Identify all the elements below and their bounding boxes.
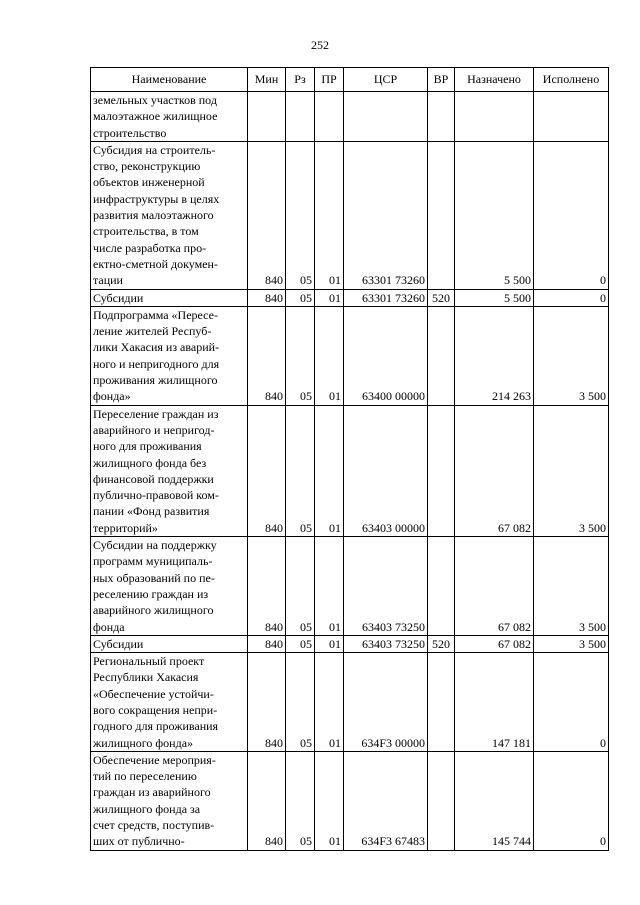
row-csr: 63301 73260 (344, 289, 428, 306)
table-row (91, 306, 609, 405)
row-rz: 05 (286, 405, 315, 536)
row-assigned: 147 181 (455, 653, 534, 752)
row-rz: 05 (286, 635, 315, 652)
row-name: Региональный проект Республики Хакасия «Обеспечение устойчи- вого сокращения непри- годного для проживания жилищного фонда» (91, 653, 248, 752)
row-name: Субсидия на строитель- ство, реконструкцию объектов инженерной инфраструктуры в целях развития малоэтажного строительства, в том числе разработка про- ектно-сметной докумен- тации (91, 141, 248, 289)
row-vr (428, 141, 455, 289)
row-vr (428, 405, 455, 536)
row-pr: 01 (315, 141, 344, 289)
row-assigned: 67 082 (455, 537, 534, 636)
table-row (91, 751, 609, 850)
table-header-row (91, 68, 609, 92)
row-csr: 63403 00000 (344, 405, 428, 536)
row-assigned: 67 082 (455, 635, 534, 652)
budget-table (90, 67, 609, 851)
row-csr (344, 92, 428, 142)
row-min: 840 (248, 405, 286, 536)
row-assigned: 145 744 (455, 751, 534, 850)
row-rz (286, 92, 315, 142)
row-min: 840 (248, 306, 286, 405)
row-pr: 01 (315, 653, 344, 752)
row-assigned: 214 263 (455, 306, 534, 405)
row-csr: 634F3 67483 (344, 751, 428, 850)
row-name: земельных участков под малоэтажное жилищное строительство (91, 92, 248, 142)
row-pr: 01 (315, 751, 344, 850)
row-assigned: 5 500 (455, 289, 534, 306)
row-pr (315, 92, 344, 142)
row-pr: 01 (315, 289, 344, 306)
table-row (91, 537, 609, 636)
row-vr (428, 537, 455, 636)
header-executed: Исполнено (534, 68, 609, 92)
row-vr (428, 92, 455, 142)
row-pr: 01 (315, 306, 344, 405)
row-min: 840 (248, 141, 286, 289)
row-csr: 63403 73250 (344, 635, 428, 652)
row-name: Переселение граждан из аварийного и непригод- ного для проживания жилищного фонда без финансовой поддержки публично-правовой ком- пании «Фонд развития территорий» (91, 405, 248, 536)
row-pr: 01 (315, 635, 344, 652)
page-number: 252 (311, 38, 329, 52)
header-pr: ПР (315, 68, 344, 92)
row-pr: 01 (315, 537, 344, 636)
row-executed: 3 500 (534, 537, 609, 636)
row-executed: 0 (534, 751, 609, 850)
table-row (91, 405, 609, 536)
row-rz: 05 (286, 306, 315, 405)
row-executed: 0 (534, 141, 609, 289)
row-min (248, 92, 286, 142)
row-executed: 0 (534, 653, 609, 752)
row-vr: 520 (428, 635, 455, 652)
row-assigned: 67 082 (455, 405, 534, 536)
row-executed: 3 500 (534, 635, 609, 652)
row-rz: 05 (286, 653, 315, 752)
header-rz: Рз (286, 68, 315, 92)
header-csr: ЦСР (344, 68, 428, 92)
row-rz: 05 (286, 751, 315, 850)
row-name: Субсидии (91, 289, 248, 306)
row-min: 840 (248, 289, 286, 306)
table-row (91, 92, 609, 142)
table-row (91, 653, 609, 752)
row-pr: 01 (315, 405, 344, 536)
row-vr (428, 653, 455, 752)
row-name: Подпрограмма «Пересе- ление жителей Респуб- лики Хакасия из аварий- ного и непригодного для проживания жилищного фонда» (91, 306, 248, 405)
row-min: 840 (248, 537, 286, 636)
row-executed: 3 500 (534, 306, 609, 405)
row-rz: 05 (286, 289, 315, 306)
row-executed: 0 (534, 289, 609, 306)
row-rz: 05 (286, 141, 315, 289)
header-min: Мин (248, 68, 286, 92)
header-name: Наименование (91, 68, 248, 92)
header-assigned: Назначено (455, 68, 534, 92)
header-vr: ВР (428, 68, 455, 92)
row-csr: 634F3 00000 (344, 653, 428, 752)
row-vr: 520 (428, 289, 455, 306)
row-name: Обеспечение мероприя- тий по переселению граждан из аварийного жилищного фонда за счет средств, поступив- ших от публично- (91, 751, 248, 850)
row-assigned: 5 500 (455, 141, 534, 289)
row-min: 840 (248, 751, 286, 850)
row-name: Субсидии (91, 635, 248, 652)
table-row (91, 635, 609, 652)
row-csr: 63400 00000 (344, 306, 428, 405)
row-csr: 63301 73260 (344, 141, 428, 289)
row-name: Субсидии на поддержку программ муниципаль- ных образований по пе- реселению граждан из аварийного жилищного фонда (91, 537, 248, 636)
row-rz: 05 (286, 537, 315, 636)
row-vr (428, 306, 455, 405)
table-row (91, 289, 609, 306)
row-executed: 3 500 (534, 405, 609, 536)
table-row (91, 141, 609, 289)
row-vr (428, 751, 455, 850)
row-executed (534, 92, 609, 142)
row-min: 840 (248, 653, 286, 752)
row-csr: 63403 73250 (344, 537, 428, 636)
row-min: 840 (248, 635, 286, 652)
row-assigned (455, 92, 534, 142)
